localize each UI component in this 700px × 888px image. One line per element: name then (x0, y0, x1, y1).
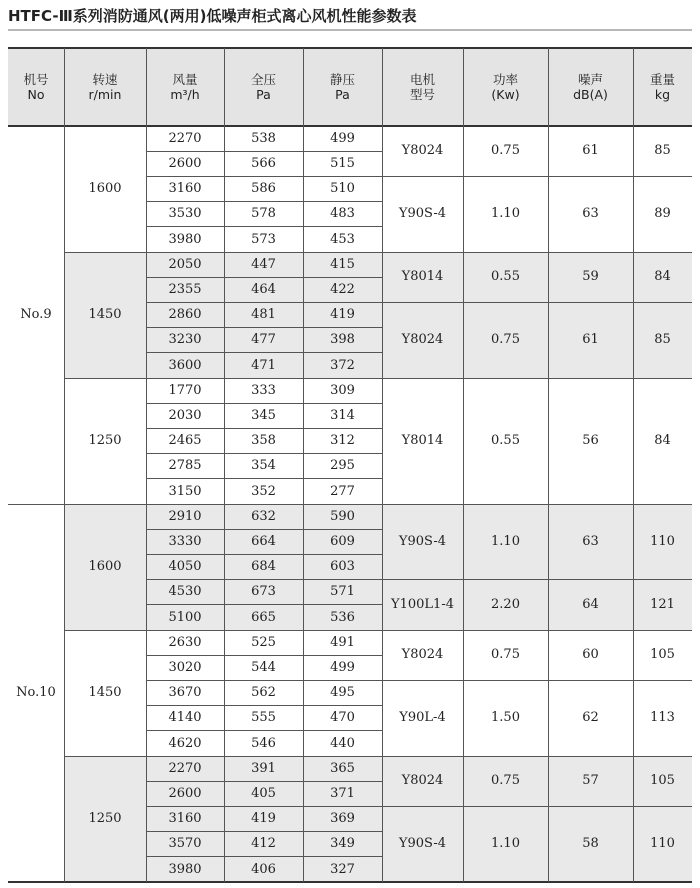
row-divider (382, 252, 692, 253)
header-fan-no-line2: No (27, 87, 45, 102)
header-static-pressure (303, 48, 382, 126)
static-pressure-cell: 312 (303, 428, 382, 453)
header-motor-model (382, 48, 463, 126)
total-pressure-cell: 481 (224, 302, 303, 327)
weight-cell: 105 (633, 756, 692, 806)
total-pressure-cell: 477 (224, 328, 303, 353)
airflow-cell: 4050 (146, 554, 224, 579)
static-pressure-cell: 295 (303, 454, 382, 479)
row-divider (382, 579, 692, 580)
weight-cell: 89 (633, 176, 692, 252)
row-divider (146, 756, 382, 757)
static-pressure-cell: 510 (303, 176, 382, 201)
row-divider (146, 201, 382, 202)
header-static-pressure-line1: 静压 (329, 72, 355, 87)
column-divider (548, 48, 549, 882)
motor-model-cell: Y8014 (382, 252, 463, 302)
row-divider (382, 378, 692, 379)
power-cell: 1.10 (463, 504, 548, 580)
noise-cell: 61 (548, 302, 633, 378)
row-divider (146, 781, 382, 782)
header-power (463, 48, 548, 126)
airflow-cell: 5100 (146, 605, 224, 630)
total-pressure-cell: 406 (224, 857, 303, 882)
total-pressure-cell: 578 (224, 202, 303, 227)
row-divider (382, 680, 692, 681)
static-pressure-cell: 603 (303, 554, 382, 579)
header-speed-line2: r/min (88, 87, 122, 102)
static-pressure-cell: 398 (303, 328, 382, 353)
header-noise-line1: 噪声 (577, 72, 603, 87)
row-divider (146, 579, 382, 580)
header-noise (548, 48, 633, 126)
airflow-cell: 2270 (146, 756, 224, 781)
row-divider (146, 730, 382, 731)
noise-cell: 58 (548, 806, 633, 882)
row-divider (8, 881, 692, 883)
weight-cell: 121 (633, 580, 692, 630)
static-pressure-cell: 536 (303, 605, 382, 630)
row-divider (146, 327, 382, 328)
noise-cell: 60 (548, 630, 633, 680)
noise-cell: 59 (548, 252, 633, 302)
header-weight-line2: kg (654, 87, 671, 102)
row-divider (8, 504, 64, 505)
airflow-cell: 3570 (146, 832, 224, 857)
row-divider (382, 176, 692, 177)
row-divider (146, 226, 382, 227)
weight-cell: 84 (633, 252, 692, 302)
motor-model-cell: Y90S-4 (382, 504, 463, 580)
total-pressure-cell: 664 (224, 529, 303, 554)
airflow-cell: 3600 (146, 353, 224, 378)
column-divider (146, 48, 147, 882)
total-pressure-cell: 538 (224, 126, 303, 151)
row-divider (382, 302, 692, 303)
airflow-cell: 2600 (146, 151, 224, 176)
row-divider (146, 529, 382, 530)
row-divider (146, 453, 382, 454)
header-noise-line2: dB(A) (573, 87, 608, 102)
noise-cell: 63 (548, 176, 633, 252)
static-pressure-cell: 415 (303, 252, 382, 277)
header-fan-no-line1: 机号 (23, 72, 49, 87)
static-pressure-cell: 422 (303, 277, 382, 302)
airflow-cell: 3330 (146, 529, 224, 554)
header-power-line1: 功率 (492, 72, 518, 87)
total-pressure-cell: 345 (224, 403, 303, 428)
total-pressure-cell: 391 (224, 756, 303, 781)
power-cell: 2.20 (463, 580, 548, 630)
airflow-cell: 2270 (146, 126, 224, 151)
header-motor-model-line1: 电机 (409, 72, 435, 87)
header-total-pressure (224, 48, 303, 126)
row-divider (146, 352, 382, 353)
header-weight-line1: 重量 (649, 72, 675, 87)
airflow-cell: 2630 (146, 630, 224, 655)
airflow-cell: 3980 (146, 227, 224, 252)
motor-model-cell: Y8024 (382, 630, 463, 680)
row-divider (8, 47, 692, 49)
airflow-cell: 2050 (146, 252, 224, 277)
fan-number-cell: No.10 (8, 504, 64, 882)
speed-cell: 1600 (64, 126, 146, 252)
noise-cell: 57 (548, 756, 633, 806)
row-divider (382, 756, 692, 757)
row-divider (64, 756, 146, 757)
power-cell: 1.50 (463, 680, 548, 756)
row-divider (146, 630, 382, 631)
power-cell: 0.55 (463, 378, 548, 504)
row-divider (64, 378, 146, 379)
header-airflow (146, 48, 224, 126)
row-divider (146, 403, 382, 404)
airflow-cell: 3020 (146, 655, 224, 680)
row-divider (146, 680, 382, 681)
power-cell: 0.75 (463, 630, 548, 680)
row-divider (146, 504, 382, 505)
airflow-cell: 2465 (146, 428, 224, 453)
header-speed (64, 48, 146, 126)
row-divider (64, 504, 146, 505)
motor-model-cell: Y90S-4 (382, 176, 463, 252)
noise-cell: 62 (548, 680, 633, 756)
header-static-pressure-line2: Pa (335, 87, 350, 102)
static-pressure-cell: 327 (303, 857, 382, 882)
static-pressure-cell: 419 (303, 302, 382, 327)
header-fan-no (8, 48, 64, 126)
total-pressure-cell: 471 (224, 353, 303, 378)
speed-cell: 1450 (64, 252, 146, 378)
airflow-cell: 2860 (146, 302, 224, 327)
weight-cell: 85 (633, 302, 692, 378)
airflow-cell: 4140 (146, 706, 224, 731)
static-pressure-cell: 590 (303, 504, 382, 529)
weight-cell: 85 (633, 126, 692, 176)
row-divider (146, 378, 382, 379)
total-pressure-cell: 352 (224, 479, 303, 504)
airflow-cell: 3980 (146, 857, 224, 882)
airflow-cell: 3150 (146, 479, 224, 504)
row-divider (146, 151, 382, 152)
airflow-cell: 3160 (146, 806, 224, 831)
total-pressure-cell: 525 (224, 630, 303, 655)
airflow-cell: 2910 (146, 504, 224, 529)
total-pressure-cell: 665 (224, 605, 303, 630)
total-pressure-cell: 684 (224, 554, 303, 579)
static-pressure-cell: 491 (303, 630, 382, 655)
column-divider (64, 48, 65, 882)
row-divider (146, 604, 382, 605)
static-pressure-cell: 369 (303, 806, 382, 831)
total-pressure-cell: 632 (224, 504, 303, 529)
static-pressure-cell: 495 (303, 680, 382, 705)
weight-cell: 110 (633, 504, 692, 580)
motor-model-cell: Y8024 (382, 756, 463, 806)
column-divider (633, 48, 634, 882)
header-airflow-line2: m³/h (170, 87, 200, 102)
column-divider (382, 48, 383, 882)
power-cell: 0.75 (463, 126, 548, 176)
airflow-cell: 3230 (146, 328, 224, 353)
motor-model-cell: Y8014 (382, 378, 463, 504)
motor-model-cell: Y90L-4 (382, 680, 463, 756)
static-pressure-cell: 372 (303, 353, 382, 378)
header-total-pressure-line1: 全压 (250, 72, 276, 87)
power-cell: 1.10 (463, 806, 548, 882)
weight-cell: 84 (633, 378, 692, 504)
noise-cell: 64 (548, 580, 633, 630)
motor-model-cell: Y8024 (382, 302, 463, 378)
total-pressure-cell: 333 (224, 378, 303, 403)
weight-cell: 105 (633, 630, 692, 680)
row-divider (146, 428, 382, 429)
row-divider (146, 856, 382, 857)
noise-cell: 61 (548, 126, 633, 176)
static-pressure-cell: 515 (303, 151, 382, 176)
row-divider (146, 277, 382, 278)
total-pressure-cell: 447 (224, 252, 303, 277)
airflow-cell: 2355 (146, 277, 224, 302)
row-divider (8, 125, 692, 127)
row-divider (146, 705, 382, 706)
performance-table (8, 48, 692, 884)
noise-cell: 56 (548, 378, 633, 504)
airflow-cell: 4620 (146, 731, 224, 756)
speed-cell: 1600 (64, 504, 146, 630)
header-motor-model-line2: 型号 (409, 87, 435, 102)
airflow-cell: 2030 (146, 403, 224, 428)
row-divider (146, 554, 382, 555)
total-pressure-cell: 586 (224, 176, 303, 201)
static-pressure-cell: 470 (303, 706, 382, 731)
static-pressure-cell: 499 (303, 126, 382, 151)
static-pressure-cell: 609 (303, 529, 382, 554)
airflow-cell: 4530 (146, 580, 224, 605)
column-divider (224, 48, 225, 882)
static-pressure-cell: 571 (303, 580, 382, 605)
row-divider (146, 478, 382, 479)
row-divider (146, 252, 382, 253)
row-divider (382, 504, 692, 505)
total-pressure-cell: 358 (224, 428, 303, 453)
total-pressure-cell: 464 (224, 277, 303, 302)
total-pressure-cell: 673 (224, 580, 303, 605)
header-total-pressure-line2: Pa (256, 87, 271, 102)
airflow-cell: 3160 (146, 176, 224, 201)
static-pressure-cell: 371 (303, 781, 382, 806)
static-pressure-cell: 349 (303, 832, 382, 857)
total-pressure-cell: 546 (224, 731, 303, 756)
static-pressure-cell: 277 (303, 479, 382, 504)
total-pressure-cell: 419 (224, 806, 303, 831)
speed-cell: 1250 (64, 756, 146, 882)
page-title: HTFC-Ⅲ系列消防通风(两用)低噪声柜式离心风机性能参数表 (8, 7, 417, 25)
static-pressure-cell: 309 (303, 378, 382, 403)
airflow-cell: 1770 (146, 378, 224, 403)
column-divider (463, 48, 464, 882)
weight-cell: 110 (633, 806, 692, 882)
row-divider (382, 630, 692, 631)
power-cell: 1.10 (463, 176, 548, 252)
header-speed-line1: 转速 (92, 72, 118, 87)
row-divider (146, 302, 382, 303)
motor-model-cell: Y90S-4 (382, 806, 463, 882)
row-divider (146, 176, 382, 177)
header-power-line2: (Kw) (491, 87, 520, 102)
total-pressure-cell: 412 (224, 832, 303, 857)
total-pressure-cell: 566 (224, 151, 303, 176)
header-weight (633, 48, 692, 126)
title-divider (8, 29, 692, 31)
airflow-cell: 3670 (146, 680, 224, 705)
speed-cell: 1450 (64, 630, 146, 756)
row-divider (64, 630, 146, 631)
row-divider (146, 655, 382, 656)
total-pressure-cell: 544 (224, 655, 303, 680)
motor-model-cell: Y8024 (382, 126, 463, 176)
static-pressure-cell: 483 (303, 202, 382, 227)
airflow-cell: 2785 (146, 454, 224, 479)
noise-cell: 63 (548, 504, 633, 580)
power-cell: 0.75 (463, 756, 548, 806)
total-pressure-cell: 573 (224, 227, 303, 252)
row-divider (64, 252, 146, 253)
static-pressure-cell: 314 (303, 403, 382, 428)
airflow-cell: 2600 (146, 781, 224, 806)
row-divider (146, 806, 382, 807)
static-pressure-cell: 499 (303, 655, 382, 680)
weight-cell: 113 (633, 680, 692, 756)
power-cell: 0.75 (463, 302, 548, 378)
total-pressure-cell: 562 (224, 680, 303, 705)
total-pressure-cell: 555 (224, 706, 303, 731)
static-pressure-cell: 365 (303, 756, 382, 781)
fan-number-cell: No.9 (8, 126, 64, 504)
static-pressure-cell: 453 (303, 227, 382, 252)
airflow-cell: 3530 (146, 202, 224, 227)
total-pressure-cell: 354 (224, 454, 303, 479)
row-divider (146, 831, 382, 832)
power-cell: 0.55 (463, 252, 548, 302)
speed-cell: 1250 (64, 378, 146, 504)
total-pressure-cell: 405 (224, 781, 303, 806)
motor-model-cell: Y100L1-4 (382, 580, 463, 630)
static-pressure-cell: 440 (303, 731, 382, 756)
header-airflow-line1: 风量 (172, 72, 198, 87)
column-divider (303, 48, 304, 882)
row-divider (382, 806, 692, 807)
